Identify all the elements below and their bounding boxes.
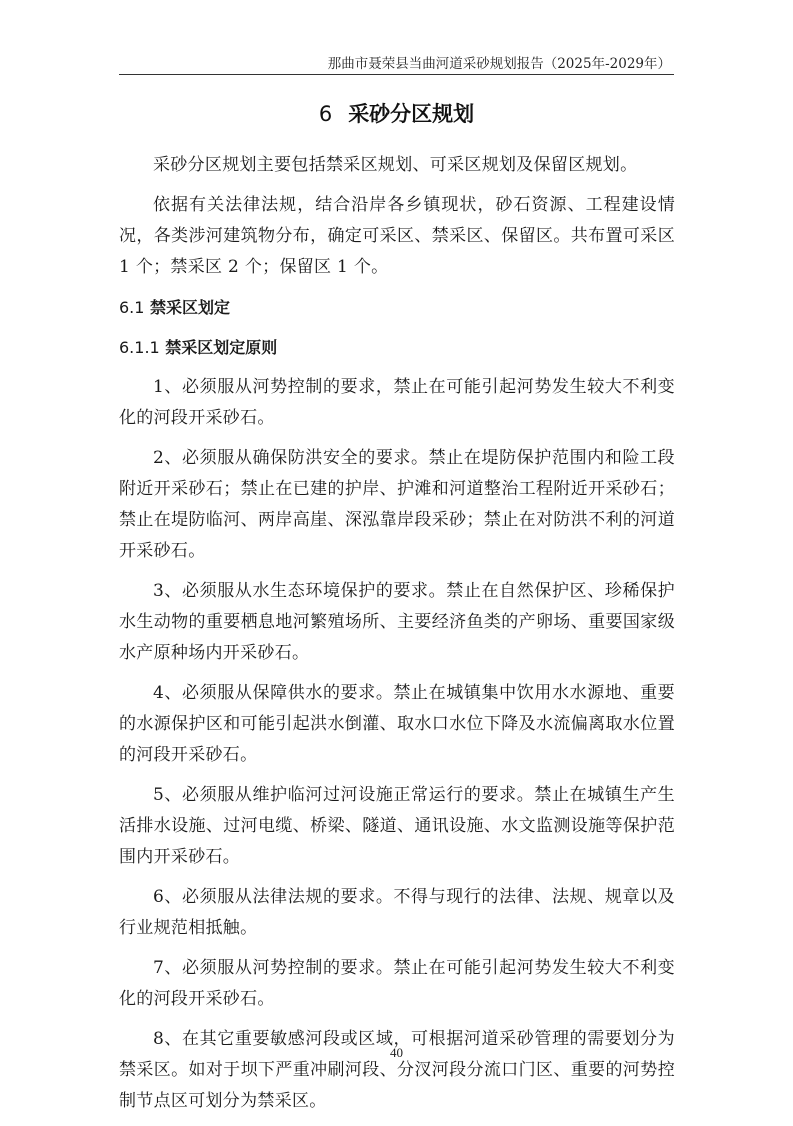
- principle-item-1: 1、必须服从河势控制的要求，禁止在可能引起河势发生较大不利变化的河段开采砂石。: [119, 377, 675, 428]
- section-number: 6.1.1: [119, 338, 160, 357]
- principle-item-6: 6、必须服从法律法规的要求。不得与现行的法律、法规、规章以及行业规范相抵触。: [119, 887, 675, 938]
- running-header: 那曲市聂荣县当曲河道采砂规划报告（2025年-2029年）: [327, 56, 671, 72]
- section-number: 6.1: [119, 298, 145, 317]
- principle-item-2: 2、必须服从确保防洪安全的要求。禁止在堤防保护范围内和险工段附近开采砂石；禁止在已建的护岸、护滩和河道整治工程附近开采砂石；禁止在堤防临河、两岸高崖、深泓靠岸段采砂；禁止在对防洪不利的河道开采砂石。: [119, 448, 675, 561]
- section-title: 禁采区划定: [150, 298, 231, 317]
- body-content: [119, 150, 675, 1126]
- principle-item-7: 7、必须服从河势控制的要求。禁止在可能引起河势发生较大不利变化的河段开采砂石。: [119, 958, 675, 1009]
- chapter-title-text: 采砂分区规划: [348, 102, 475, 126]
- section-title: 禁采区划定原则: [165, 338, 278, 357]
- page-number: 40: [390, 1045, 403, 1060]
- principle-item-5: 5、必须服从维护临河过河设施正常运行的要求。禁止在城镇生产生活排水设施、过河电缆、桥梁、隧道、通讯设施、水文监测设施等保护范围内开采砂石。: [119, 785, 675, 867]
- intro-paragraph: 采砂分区规划主要包括禁采区规划、可采区规划及保留区规划。: [153, 155, 638, 175]
- header-divider: [119, 74, 674, 75]
- section-heading-6-1: [119, 292, 675, 323]
- principle-item-4: 4、必须服从保障供水的要求。禁止在城镇集中饮用水水源地、重要的水源保护区和可能引起洪水倒灌、取水口水位下降及水流偏离取水位置的河段开采砂石。: [119, 683, 675, 765]
- intro-paragraph: 依据有关法律法规，结合沿岸各乡镇现状，砂石资源、工程建设情况，各类涉河建筑物分布，确定可采区、禁采区、保留区。共布置可采区 1 个；禁采区 2 个；保留区 1 个。: [119, 195, 675, 277]
- principle-item-3: 3、必须服从水生态环境保护的要求。禁止在自然保护区、珍稀保护水生动物的重要栖息地河繁殖场所、主要经济鱼类的产卵场、重要国家级水产原种场内开采砂石。: [119, 581, 675, 663]
- section-heading-6-1-1: [119, 332, 675, 363]
- chapter-title: [0, 98, 793, 128]
- principle-item-8: 8、在其它重要敏感河段或区域，可根据河道采砂管理的需要划分为禁采区。如对于坝下严重冲刷河段、分汊河段分流口门区、重要的河势控制节点区可划分为禁采区。: [119, 1029, 675, 1111]
- chapter-number: 6: [318, 102, 333, 126]
